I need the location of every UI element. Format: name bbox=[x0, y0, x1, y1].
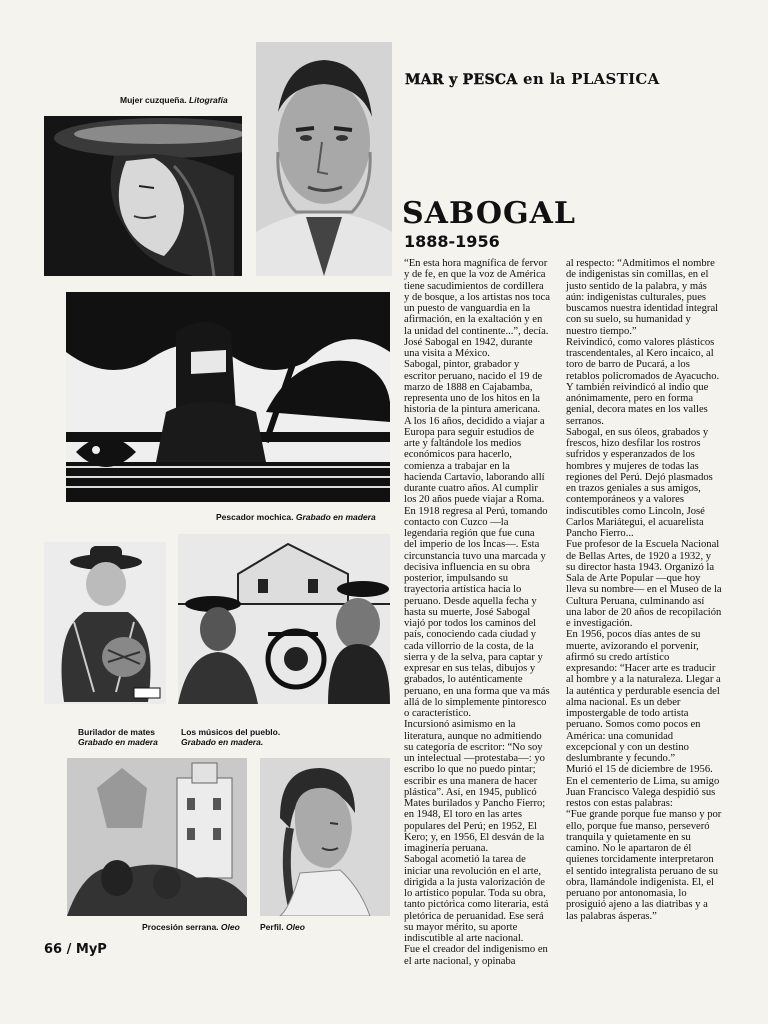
image-perfil bbox=[260, 758, 390, 916]
paragraph: Reivindicó, como valores plásticos trascendentales, al Kero incaico, al toro de barro de Pucará, a los retablos policromados de Ayacucho. Y también reivindicó al indio que anónimamente, pero en forma genial, decora mates en los valles serranos. bbox=[566, 336, 720, 427]
section-header bbox=[405, 70, 705, 88]
paragraph: Incursionó asimismo en la literatura, aunque no admitiendo su categoría de escritor: “No soy un intelectual —protestaba—: yo escribo lo que no puedo pintar; escribir es una manera de hacer plástica”. Así, en 1945, publicó Mates burilados y Pancho Fierro; en 1948, El toro en las artes populares del Perú; en 1952, El Kero; y, en 1956, El desván de la imaginería peruana. bbox=[404, 719, 546, 854]
paragraph: Fue el creador del indigenismo en el arte nacional, y opinaba bbox=[404, 944, 548, 967]
caption-pescador-mochica: Pescador mochica. Grabado en madera bbox=[216, 512, 376, 522]
paragraph: Sabogal, en sus óleos, grabados y frescos, hizo desfilar los rostros sufridos y esperanzados de los hombres y mujeres de todas las regiones del Perú. Dejó plasmados en trazos geniales a sus amigos, contemporáneos y a valores indiscutibles como Lincoln, José Carlos Mariátegui, el acuarelista Pancho Fierro... bbox=[566, 426, 713, 539]
paragraph: A los 16 años, decidido a viajar a Europa para seguir estudios de arte y faltándole los medios económicos para hacerlo, comienza a trabajar en la hacienda Cartavio, laborando allí durante cuatro años. Al cumplir los 20 años puede viajar a Roma. bbox=[404, 415, 545, 506]
article-column-2 bbox=[566, 258, 722, 938]
paragraph: Fue profesor de la Escuela Nacional de Bellas Artes, de 1920 a 1932, y su director hasta 1943. Organizó la Sala de Arte Popular —que hoy lleva su nombre— en el Museo de la Cultura Peruana, culminando así una labor de 20 años de recopilación e investigación. bbox=[566, 539, 722, 629]
paragraph: En 1918 regresa al Perú, tomando contacto con Cuzco —la legendaria región que fue cuna del imperio de los Incas—. Esta circunstancia tuvo una marcada y decisiva influencia en su obra posterior, impulsando su trayectoria artística hacia lo peruano. Desde aquella fecha y hasta su muerte, José Sabogal viajó por todos los caminos del país, conociendo cada ciudad y cada villorrio de la costa, de la sierra y de la selva, para captar y expresar en sus telas, dibujos y grabados, lo auténticamente peruano, en una forma que va más allá de lo simplemente pintoresco o característico. bbox=[404, 505, 550, 719]
article-years: 1888-1956 bbox=[404, 232, 500, 251]
article-column-1 bbox=[404, 258, 550, 967]
caption-mujer-cuzquena: Mujer cuzqueña. Litografía bbox=[120, 95, 228, 105]
paragraph: Sabogal acometió la tarea de iniciar una revolución en el arte, dirigida a la justa valorización de lo artístico popular. Toda su obra, tanto pictórica como literaria, está pletórica de peruanidad. Ese será su mayor mérito, su aporte indiscutible al arte nacional. bbox=[404, 854, 549, 944]
image-pescador-mochica bbox=[66, 292, 390, 502]
image-procesion-serrana bbox=[67, 758, 247, 916]
paragraph: al respecto: “Admitimos el nombre de indigenistas sin comillas, en el justo sentido de la palabra, y más aún: indigenistas culturales, pues buscamos nuestra identidad integral con su suelo, su humanidad y nuestro tiempo.” bbox=[566, 258, 719, 337]
paragraph: Sabogal, pintor, grabador y escritor peruano, nacido el 19 de marzo de 1888 en Cajabamba, representa uno de los hitos en la historia de la pintura americana. bbox=[404, 359, 543, 416]
caption-perfil: Perfil. Oleo bbox=[260, 922, 305, 932]
page-folio: 66 / MyP bbox=[44, 942, 107, 957]
section-brand: MAR y PESCA bbox=[405, 72, 518, 88]
paragraph: “Fue grande porque fue manso y por ello, porque fue manso, perseveró tranquila y quietamente en su camino. No le apartaron de él quienes torcidamente interpretaron el sentido integralista peruano de su obra, llamándole indigenista. El, el peruano por antonomasia, lo prosiguió ajeno a las diatribas y a las palabras ásperas.” bbox=[566, 809, 722, 922]
caption-procesion-serrana: Procesión serrana. Oleo bbox=[142, 922, 240, 932]
caption-los-musicos-del-pueblo: Los músicos del pueblo. Grabado en madera. bbox=[181, 727, 281, 747]
image-los-musicos-del-pueblo bbox=[178, 534, 390, 704]
image-mujer-cuzquena bbox=[44, 116, 242, 276]
image-burilador-de-mates bbox=[44, 542, 166, 704]
section-subtitle: en la PLASTICA bbox=[517, 70, 660, 88]
caption-burilador-de-mates: Burilador de mates Grabado en madera bbox=[78, 727, 158, 747]
paragraph: En 1956, pocos días antes de su muerte, avizorando el porvenir, afirmó su credo artístico expresando: “Hacer arte es traducir al hombre y a la naturaleza. Llegar a la auténtica y perdurable esencia del alma nacional. Es un deber impostergable de todo artista peruano. Somos como pocos en América: una comunidad excepcional y con un destino deslumbrante y fecundo.” bbox=[566, 629, 721, 764]
paragraph: Murió el 15 de diciembre de 1956. En el cementerio de Lima, su amigo Juan Francisco Valega despidió sus restos con estas palabras: bbox=[566, 764, 720, 809]
article-title: SABOGAL bbox=[402, 196, 576, 231]
paragraph: “En esta hora magnífica de fervor y de fe, en que la voz de América tiene sacudimientos de cordillera y de bosque, a los artistas nos toca un puesto de vanguardia en la afirmación, en la exaltación y en la unidad del continente...”, decía. José Sabogal en 1942, durante una visita a México. bbox=[404, 258, 550, 359]
image-portrait-sabogal bbox=[256, 42, 392, 276]
